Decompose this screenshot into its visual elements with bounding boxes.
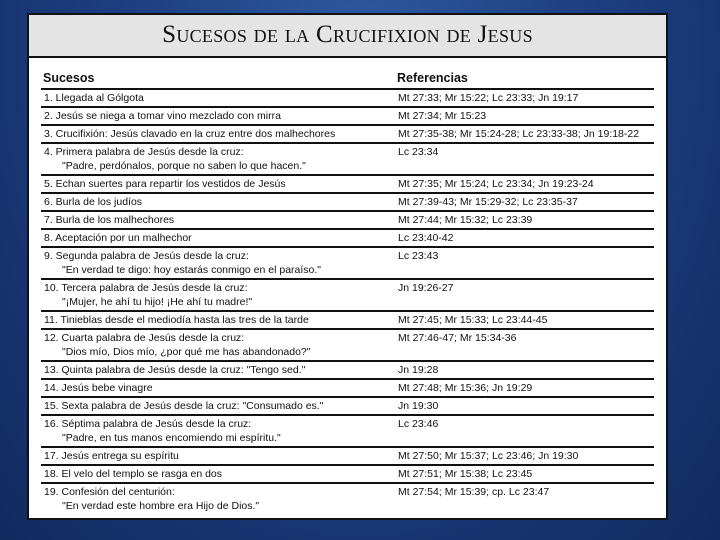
- event-cell: [41, 249, 396, 277]
- table-title: Sucesos de la Crucifixion de Jesus: [29, 15, 666, 58]
- reference-cell: Mt 27:46-47; Mr 15:34-36: [398, 332, 517, 344]
- event-quote: "Dios mío, Dios mío, ¿por qué me has abandonado?": [62, 346, 311, 358]
- event-text: 2. Jesús se niega a tomar vino mezclado con mirra: [44, 110, 281, 122]
- event-text: 8. Aceptación por un malhechor: [44, 232, 192, 244]
- table-row: [41, 194, 654, 212]
- event-text: 15. Sexta palabra de Jesús desde la cruz: "Consumado es.": [44, 400, 324, 412]
- reference-cell: Lc 23:40-42: [398, 232, 454, 244]
- event-quote: "En verdad te digo: hoy estarás conmigo en el paraíso.": [62, 264, 322, 276]
- event-cell: [41, 91, 396, 105]
- event-text: 18. El velo del templo se rasga en dos: [44, 468, 223, 480]
- event-cell: [41, 195, 396, 209]
- event-text: 6. Burla de los judíos: [44, 196, 143, 208]
- table-header: [41, 67, 654, 90]
- event-text: 3. Crucifixión: Jesús clavado en la cruz entre dos malhechores: [44, 128, 336, 140]
- event-text: 17. Jesús entrega su espíritu: [44, 450, 179, 462]
- reference-cell: Lc 23:34: [398, 146, 439, 158]
- reference-cell: Mt 27:45; Mr 15:33; Lc 23:44-45: [398, 314, 548, 326]
- event-cell: [41, 399, 396, 413]
- table-row: [41, 466, 654, 484]
- event-cell: [41, 127, 396, 141]
- header-events: Sucesos: [43, 71, 95, 85]
- event-cell: [41, 467, 396, 481]
- reference-cell: Jn 19:30: [398, 400, 439, 412]
- event-quote: "¡Mujer, he ahí tu hijo! ¡He ahí tu madre!": [62, 296, 253, 308]
- table-row: [41, 330, 654, 362]
- event-cell: [41, 313, 396, 327]
- table-row: [41, 126, 654, 144]
- table-row: [41, 448, 654, 466]
- event-text: 7. Burla de los malhechores: [44, 214, 175, 226]
- reference-cell: Mt 27:39-43; Mr 15:29-32; Lc 23:35-37: [398, 196, 578, 208]
- event-cell: [41, 213, 396, 227]
- event-text: 5. Echan suertes para repartir los vestidos de Jesús: [44, 178, 286, 190]
- reference-cell: Mt 27:51; Mr 15:38; Lc 23:45: [398, 468, 533, 480]
- event-quote: "En verdad este hombre era Hijo de Dios.": [62, 500, 260, 512]
- reference-cell: Mt 27:35; Mr 15:24; Lc 23:34; Jn 19:23-24: [398, 178, 594, 190]
- event-text: 1. Llegada al Gólgota: [44, 92, 144, 104]
- table-row: [41, 108, 654, 126]
- crucifixion-events-table-panel: [27, 13, 668, 520]
- table-body: [41, 90, 654, 514]
- table-row: [41, 230, 654, 248]
- table-row: [41, 416, 654, 448]
- event-text: 12. Cuarta palabra de Jesús desde la cruz:: [44, 332, 245, 344]
- reference-cell: Lc 23:43: [398, 250, 439, 262]
- reference-cell: Mt 27:54; Mr 15:39; cp. Lc 23:47: [398, 486, 550, 498]
- event-text: 16. Séptima palabra de Jesús desde la cruz:: [44, 418, 252, 430]
- event-cell: [41, 177, 396, 191]
- event-cell: [41, 485, 396, 513]
- reference-cell: Mt 27:44; Mr 15:32; Lc 23:39: [398, 214, 533, 226]
- reference-cell: Jn 19:28: [398, 364, 439, 376]
- event-cell: [41, 231, 396, 245]
- reference-cell: Mt 27:33; Mr 15:22; Lc 23:33; Jn 19:17: [398, 92, 579, 104]
- event-text: 13. Quinta palabra de Jesús desde la cruz: "Tengo sed.": [44, 364, 306, 376]
- reference-cell: Mt 27:34; Mr 15:23: [398, 110, 487, 122]
- event-cell: [41, 281, 396, 309]
- table-row: [41, 280, 654, 312]
- event-quote: "Padre, perdónalos, porque no saben lo que hacen.": [62, 160, 306, 172]
- event-text: 14. Jesús bebe vinagre: [44, 382, 153, 394]
- event-text: 11. Tinieblas desde el mediodía hasta las tres de la tarde: [44, 314, 309, 326]
- reference-cell: Mt 27:50; Mr 15:37; Lc 23:46; Jn 19:30: [398, 450, 579, 462]
- events-table: [41, 67, 654, 514]
- event-quote: "Padre, en tus manos encomiendo mi espíritu.": [62, 432, 281, 444]
- event-cell: [41, 109, 396, 123]
- event-cell: [41, 417, 396, 445]
- table-row: [41, 398, 654, 416]
- table-row: [41, 248, 654, 280]
- table-row: [41, 312, 654, 330]
- event-text: 19. Confesión del centurión:: [44, 486, 175, 498]
- event-cell: [41, 363, 396, 377]
- event-cell: [41, 381, 396, 395]
- table-row: [41, 484, 654, 514]
- table-row: [41, 144, 654, 176]
- event-cell: [41, 145, 396, 173]
- reference-cell: Mt 27:48; Mr 15:36; Jn 19:29: [398, 382, 533, 394]
- reference-cell: Lc 23:46: [398, 418, 439, 430]
- event-cell: [41, 331, 396, 359]
- table-row: [41, 362, 654, 380]
- event-cell: [41, 449, 396, 463]
- event-text: 9. Segunda palabra de Jesús desde la cruz:: [44, 250, 249, 262]
- reference-cell: Jn 19:26-27: [398, 282, 454, 294]
- header-references: Referencias: [397, 71, 468, 85]
- table-row: [41, 380, 654, 398]
- event-text: 10. Tercera palabra de Jesús desde la cruz:: [44, 282, 248, 294]
- table-row: [41, 212, 654, 230]
- reference-cell: Mt 27:35-38; Mr 15:24-28; Lc 23:33-38; Jn 19:18-22: [398, 128, 640, 140]
- table-row: [41, 90, 654, 108]
- event-text: 4. Primera palabra de Jesús desde la cruz:: [44, 146, 244, 158]
- table-row: [41, 176, 654, 194]
